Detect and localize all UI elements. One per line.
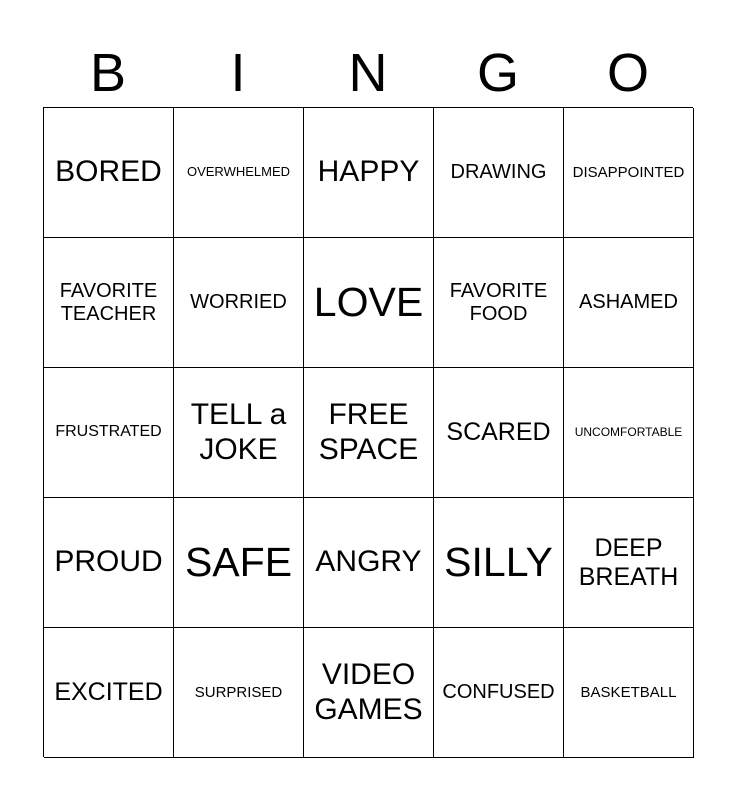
bingo-cell[interactable]: OVERWHELMED — [174, 108, 304, 238]
bingo-cell[interactable]: BASKETBALL — [564, 628, 694, 758]
bingo-cell[interactable]: EXCITED — [44, 628, 174, 758]
bingo-cell[interactable]: FRUSTRATED — [44, 368, 174, 498]
bingo-cell[interactable]: PROUD — [44, 498, 174, 628]
bingo-cell[interactable]: TELL a JOKE — [174, 368, 304, 498]
bingo-cell[interactable]: CONFUSED — [434, 628, 564, 758]
bingo-cell[interactable]: VIDEO GAMES — [304, 628, 434, 758]
bingo-cell[interactable]: SILLY — [434, 498, 564, 628]
bingo-cell[interactable]: SAFE — [174, 498, 304, 628]
header-letter-i: I — [230, 43, 246, 103]
bingo-grid — [43, 107, 693, 757]
bingo-cell[interactable]: BORED — [44, 108, 174, 238]
bingo-cell[interactable]: SURPRISED — [174, 628, 304, 758]
bingo-cell[interactable]: SCARED — [434, 368, 564, 498]
bingo-cell-free-space[interactable]: FREE SPACE — [304, 368, 434, 498]
bingo-cell[interactable]: HAPPY — [304, 108, 434, 238]
bingo-cell[interactable]: LOVE — [304, 238, 434, 368]
bingo-cell[interactable]: FAVORITE TEACHER — [44, 238, 174, 368]
bingo-cell[interactable]: DRAWING — [434, 108, 564, 238]
bingo-cell[interactable]: FAVORITE FOOD — [434, 238, 564, 368]
header-letter-b: B — [89, 43, 127, 103]
header-letter-n: N — [348, 43, 388, 103]
bingo-cell[interactable]: ASHAMED — [564, 238, 694, 368]
bingo-cell[interactable]: WORRIED — [174, 238, 304, 368]
header-letter-o: O — [606, 43, 649, 103]
bingo-cell[interactable]: ANGRY — [304, 498, 434, 628]
bingo-cell[interactable]: DEEP BREATH — [564, 498, 694, 628]
bingo-header — [43, 40, 693, 106]
bingo-cell[interactable]: UNCOMFORTABLE — [564, 368, 694, 498]
bingo-cell[interactable]: DISAPPOINTED — [564, 108, 694, 238]
header-letter-g: G — [476, 43, 519, 103]
